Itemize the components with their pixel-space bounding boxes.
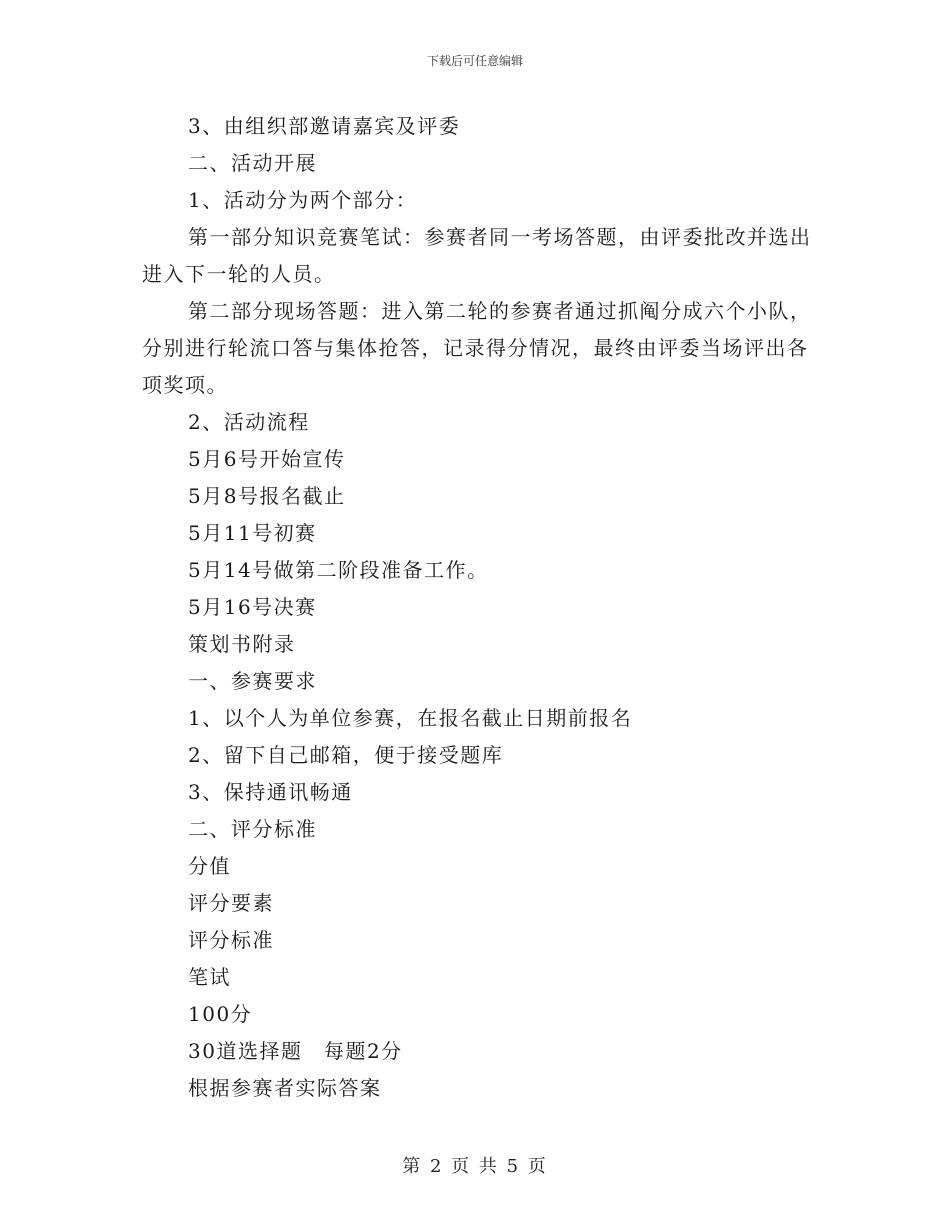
paragraph: 1、以个人为单位参赛，在报名截止日期前报名 <box>188 706 633 730</box>
document-body <box>142 108 812 1107</box>
page-header-note: 下载后可任意编辑 <box>426 54 523 68</box>
schedule-item: 5月6号开始宣传 <box>188 447 346 471</box>
paragraph: 3、保持通讯畅通 <box>188 780 353 804</box>
table-cell: 30道选择题 每题2分 <box>188 1039 403 1063</box>
schedule-item: 5月11号初赛 <box>188 521 317 545</box>
section-heading: 二、评分标准 <box>188 817 317 841</box>
table-cell: 评分要素 <box>188 891 274 915</box>
table-cell: 分值 <box>188 854 231 878</box>
schedule-item: 5月16号决赛 <box>188 595 317 619</box>
page-number-footer: 第 2 页 共 5 页 <box>402 1156 548 1177</box>
paragraph: 第一部分知识竞赛笔试：参赛者同一考场答题，由评委批改并选出进入下一轮的人员。 <box>142 225 812 286</box>
table-cell: 根据参赛者实际答案 <box>188 1076 382 1100</box>
table-cell: 笔试 <box>188 965 231 989</box>
section-heading: 策划书附录 <box>188 632 296 656</box>
table-cell: 100分 <box>188 1002 253 1026</box>
paragraph: 2、留下自己邮箱，便于接受题库 <box>188 743 504 767</box>
schedule-item: 5月14号做第二阶段准备工作。 <box>188 558 489 582</box>
section-heading: 二、活动开展 <box>188 151 317 175</box>
paragraph: 2、活动流程 <box>188 410 310 434</box>
schedule-item: 5月8号报名截止 <box>188 484 346 508</box>
paragraph: 1、活动分为两个部分： <box>188 188 418 212</box>
paragraph: 3、由组织部邀请嘉宾及评委 <box>188 114 461 138</box>
paragraph: 第二部分现场答题：进入第二轮的参赛者通过抓阄分成六个小队，分别进行轮流口答与集体抢答，记录得分情况，最终由评委当场评出各项奖项。 <box>142 299 812 397</box>
section-heading: 一、参赛要求 <box>188 669 317 693</box>
table-cell: 评分标准 <box>188 928 274 952</box>
